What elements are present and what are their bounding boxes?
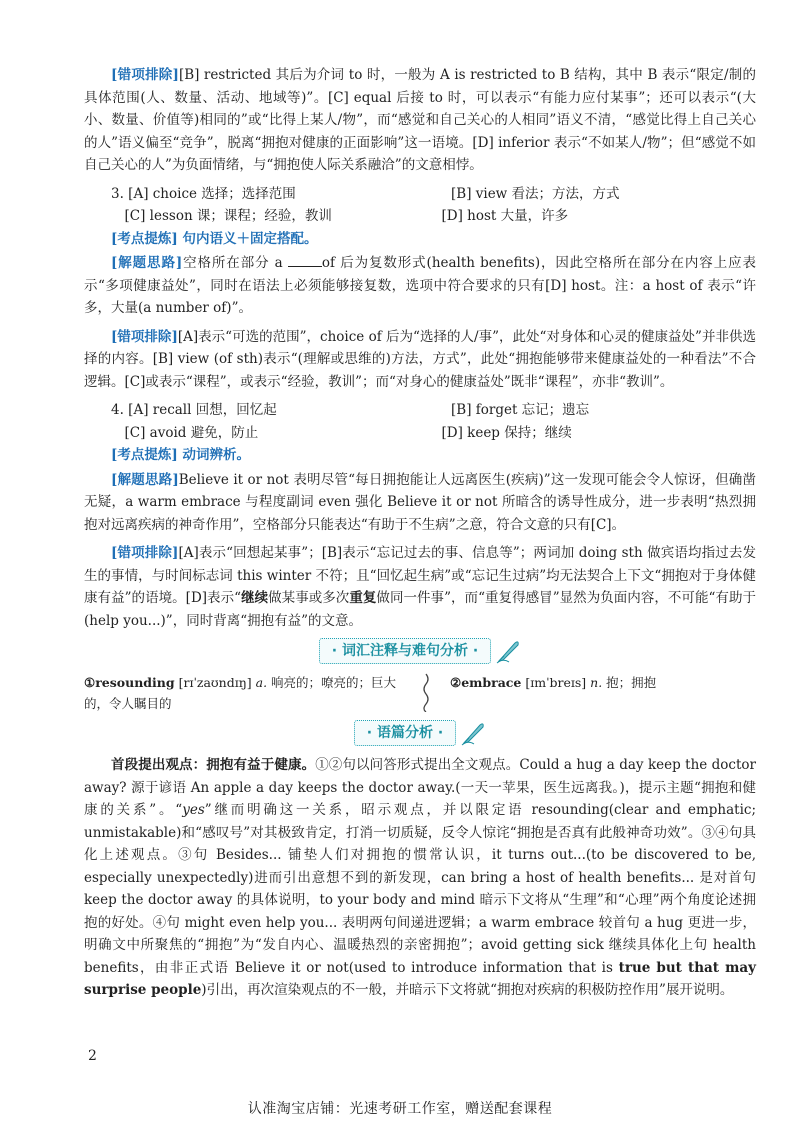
vocab-section-head	[84, 638, 756, 664]
content	[84, 64, 756, 1008]
q3-options-row1	[84, 183, 756, 206]
q3-option-b: [B] view 看法；方法，方式	[451, 185, 620, 202]
answer-blank	[288, 254, 322, 267]
q3-cuoxiang-text: [A]表示“可选的范围”，choice of 后为“选择的人/事”，此处“对身体和心灵的健康益处”并非供选择的内容。[B] view (of sth)表示“(理解或思维的)方法，方式”，此处“拥抱能够带来健康益处的一种看法”不合逻辑。[C]或表示“课程”，或表示“经验，教训”；而“对身心的健康益处”既非“课程”，亦非“教训”。	[84, 328, 757, 390]
analysis-text-a: ①②句以问答形式提出全文观点。Could a hug a day keep the doctor away? 源于谚语 An apple a day keeps the doctor away.(一天一苹果，医生远离我。)，提示主题“拥抱和健康的关系”。“	[84, 757, 756, 818]
q4-cuoxiang-text-c: 做同一件事”，而“重复得感冒”显然为负面内容，不可能“有助于(help you...)”，同时背离“拥抱有益”的文意。	[84, 590, 757, 629]
page-number: 2	[88, 1048, 97, 1064]
q4-cuoxiang-text-a: [A]表示“回想起某事”；[B]表示“忘记过去的事、信息等”；两词加 doing sth 做宾语均指过去发生的事情，与时间标志词 this winter 不符；且“回忆起生病”或“忘记生过病”均无法契合上下文“拥抱对于身体健康有益”的语境。[D]表示“	[84, 545, 756, 606]
vocab-banner	[319, 638, 491, 664]
vocab-word-2: ②embrace	[450, 675, 522, 690]
vocab-word-1: ①resounding	[84, 675, 175, 690]
q3-option-a: 3. [A] choice 选择；选择范围	[111, 185, 296, 202]
vocab-entry-resounding	[84, 672, 414, 714]
q4-option-b: [B] forget 忘记；遗忘	[451, 402, 590, 418]
q4-options-row2	[84, 422, 756, 445]
q4-jieti-tag: [解题思路]	[111, 471, 179, 488]
vocab-pron-1: [rɪˈzaʊndɪŋ]	[174, 675, 256, 690]
q4-options-row1	[84, 399, 756, 422]
q4-jieti-text: Believe it or not 表明尽管“每日拥抱能让人远离医生(疾病)”这一发现可能会令人惊讶，但确凿无疑，a warm embrace 与程度副词 even 强化 Believe it or not 所暗含的诱导性成分，进一步表明“热烈拥抱对远离疾病的神奇作用”，空格部分只能表达“有助于不生病”之意，符合文意的只有[C]。	[84, 471, 756, 533]
block1-paragraph	[84, 64, 756, 177]
block1-tag: [错项排除]	[111, 67, 179, 83]
vocab-entry-embrace	[438, 672, 756, 693]
q3-cuoxiang-tag: [错项排除]	[111, 328, 178, 345]
vocab-def-1: 响亮的；嘹亮的；巨大的，令人瞩目的	[84, 675, 397, 711]
q4-cuoxiang-text-b: 做某事或多次	[268, 590, 350, 606]
q4-cuoxiang-bold2: 重复	[349, 590, 377, 606]
vocab-banner-label: · 词汇注释与难句分析 ·	[331, 643, 479, 659]
quill-pen-icon	[495, 638, 521, 664]
quill-pen-icon	[460, 720, 486, 746]
analysis-paragraph	[84, 754, 756, 1002]
wavy-divider-icon	[421, 672, 431, 712]
q4-cuoxiang-paragraph	[84, 542, 756, 632]
q4-jieti-paragraph	[84, 469, 756, 537]
analysis-text-c: )引出，再次渲染观点的不一般，并暗示下文将就“拥抱对疾病的积极防控作用”展开说明。	[201, 982, 734, 998]
q4-option-a: 4. [A] recall 回想，回忆起	[111, 402, 277, 418]
vocab-def-2: 抱；拥抱	[602, 675, 657, 690]
vocab-pos-2: n.	[590, 675, 603, 690]
analysis-section-head	[84, 720, 756, 746]
analysis-yes: yes	[182, 802, 205, 818]
analysis-text-b: ”继而明确这一关系，昭示观点，并以限定语 resounding(clear and emphatic; unmistakable)和“感叹号”对其极致肯定，打消一切质疑，反令人惊诧“拥抱是否真有此般神奇功效”。③④句具化上述观点。③句 Besides... 铺垫人们对拥抱的惯常认识，it turns out...(to be discovered to be, especially unexpectedly)进而引出意想不到的新发现，can bring a host of health benefits... 是对首句 keep the doctor away 的具体说明，to your body and mind 暗示下文将从“生理”和“心理”两个角度论述拥抱的好处。④句 might even help you... 表明两句间递进逻辑；a warm embrace 较首句 a hug 更进一步，明确文中所聚焦的“拥抱”为“发自内心、温暖热烈的亲密拥抱”；avoid getting sick 继续具体化上句 health benefits，由非正式语 Believe it or not(used to introduce information that is	[84, 802, 756, 976]
analysis-banner	[354, 720, 456, 746]
q3-jieti-tag: [解题思路]	[111, 255, 183, 271]
q3-options-row2	[84, 205, 756, 228]
vocab-separator	[414, 672, 438, 712]
q4-kaodian: [考点提炼] 动词辨析。	[111, 447, 250, 463]
analysis-lead: 首段提出观点：拥抱有益于健康。	[111, 757, 316, 773]
q3-option-d: [D] host 大量，许多	[441, 208, 569, 224]
q4-option-c: [C] avoid 避免，防止	[124, 424, 259, 441]
block1-text: [B] restricted 其后为介词 to 时，一般为 A is restricted to B 结构，其中 B 表示“限定/制的具体范围(人、数量、活动、地域等)”。[C] equal 后接 to 时，可以表示“有能力应付某事”；还可以表示“(大小、数量、价值等)相同的”或“比得上某人/物”，而“感觉和自己关心的人相同”语义不清，“感觉比得上自己关心的人”语义偏至“竞争”，脱离“拥抱对健康的正面影响”这一语境。[D] inferior 表示“不如某人/物”；但“感觉不如自己关心的人”为负面情绪，与“拥抱使人际关系融洽”的文意相悖。	[84, 67, 756, 173]
vocab-pron-2: [ɪmˈbreɪs]	[521, 675, 591, 690]
q3-kaodian: [考点提炼] 句内语义＋固定搭配。	[111, 230, 318, 247]
q4-cuoxiang-bold: 继续	[241, 590, 269, 606]
analysis-bold: true but that may surprise people	[84, 959, 756, 998]
q4-cuoxiang-tag: [错项排除]	[111, 545, 179, 561]
q3-option-c: [C] lesson 课；课程；经验，教训	[124, 208, 332, 224]
vocab-list	[84, 672, 756, 714]
q3-jieti-pre: 空格所在部分 a	[182, 255, 288, 271]
q4-option-d: [D] keep 保持；继续	[441, 424, 572, 441]
vocab-pos-1: a.	[255, 675, 268, 690]
q3-jieti-paragraph	[84, 252, 756, 320]
analysis-banner-label: · 语篇分析 ·	[366, 725, 444, 741]
footer-notice: 认准淘宝店铺：光速考研工作室，赠送配套课程	[247, 1101, 553, 1117]
q3-jieti-post: of 后为复数形式(health benefits)，因此空格所在部分在内容上应表示“多项健康益处”，同时在语法上必须能够接复数，选项中符合要求的只有[D] host。注：a host of 表示“许多，大量(a number of)”。	[84, 255, 756, 316]
q3-cuoxiang-paragraph	[84, 326, 756, 394]
